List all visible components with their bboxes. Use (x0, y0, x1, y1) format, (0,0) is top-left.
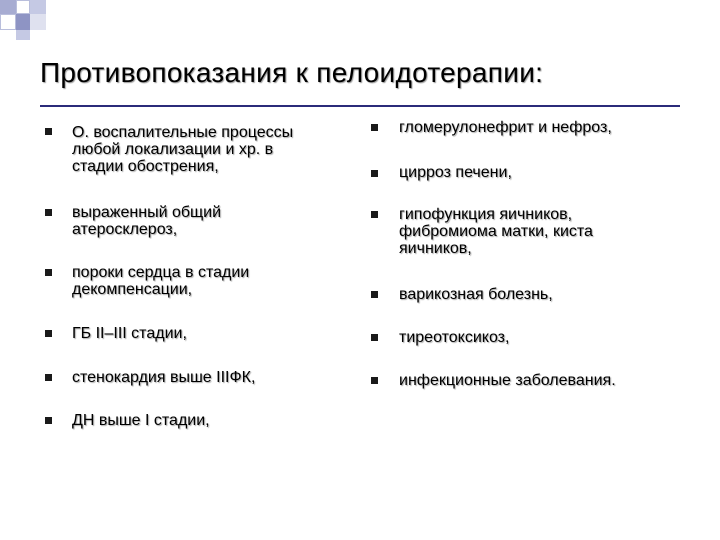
list-item-line: тиреотоксикоз, (399, 329, 510, 346)
decor-square (0, 0, 16, 14)
list-item-line: гипофункция яичников, (399, 206, 573, 223)
bullet-icon (371, 124, 378, 131)
title-underline (40, 105, 680, 107)
list-item-line: выраженный общий (72, 204, 222, 221)
list-item-line: яичников, (399, 240, 472, 257)
decor-square (30, 14, 46, 30)
list-item (399, 119, 612, 136)
bullet-icon (371, 334, 378, 341)
list-item (399, 286, 553, 303)
bullet-icon (45, 269, 52, 276)
list-item-line: стадии обострения, (72, 158, 219, 175)
list-item (399, 372, 616, 389)
list-item-line: атеросклероз, (72, 221, 178, 238)
list-item-line: ГБ II–III стадии, (72, 325, 187, 342)
list-item-line: варикозная болезнь, (399, 286, 553, 303)
bullet-icon (45, 374, 52, 381)
list-item-line: пороки сердца в стадии (72, 264, 250, 281)
list-item (399, 329, 509, 346)
list-item-line: цирроз печени, (399, 164, 512, 181)
list-item (72, 264, 249, 298)
decor-square (16, 0, 30, 14)
bullet-icon (371, 170, 378, 177)
list-item (399, 206, 593, 257)
list-item (72, 369, 255, 386)
list-item-line: гломерулонефрит и нефроз, (399, 119, 612, 136)
list-item (399, 164, 512, 181)
list-item-line: стенокардия выше IIIФК, (72, 369, 256, 386)
list-item (72, 412, 210, 429)
list-item (72, 325, 187, 342)
list-item-line: инфекционные заболевания. (399, 372, 616, 389)
list-item (72, 124, 293, 175)
bullet-icon (371, 211, 378, 218)
list-item (72, 204, 221, 238)
decor-square (16, 14, 30, 30)
list-item-line: ДН выше I стадии, (72, 412, 210, 429)
list-item-line: О. воспалительные процессы (72, 124, 294, 141)
decor-square (16, 30, 30, 40)
list-item-line: декомпенсации, (72, 281, 193, 298)
bullet-icon (45, 128, 52, 135)
bullet-icon (45, 330, 52, 337)
slide-title: Противопоказания к пелоидотерапии: (40, 57, 544, 88)
list-item-line: фибромиома матки, киста (399, 223, 593, 240)
bullet-icon (371, 291, 378, 298)
decor-square (0, 14, 16, 30)
list-item-line: любой локализации и хр. в (72, 141, 274, 158)
decor-square (30, 0, 46, 14)
bullet-icon (371, 377, 378, 384)
bullet-icon (45, 209, 52, 216)
bullet-icon (45, 417, 52, 424)
